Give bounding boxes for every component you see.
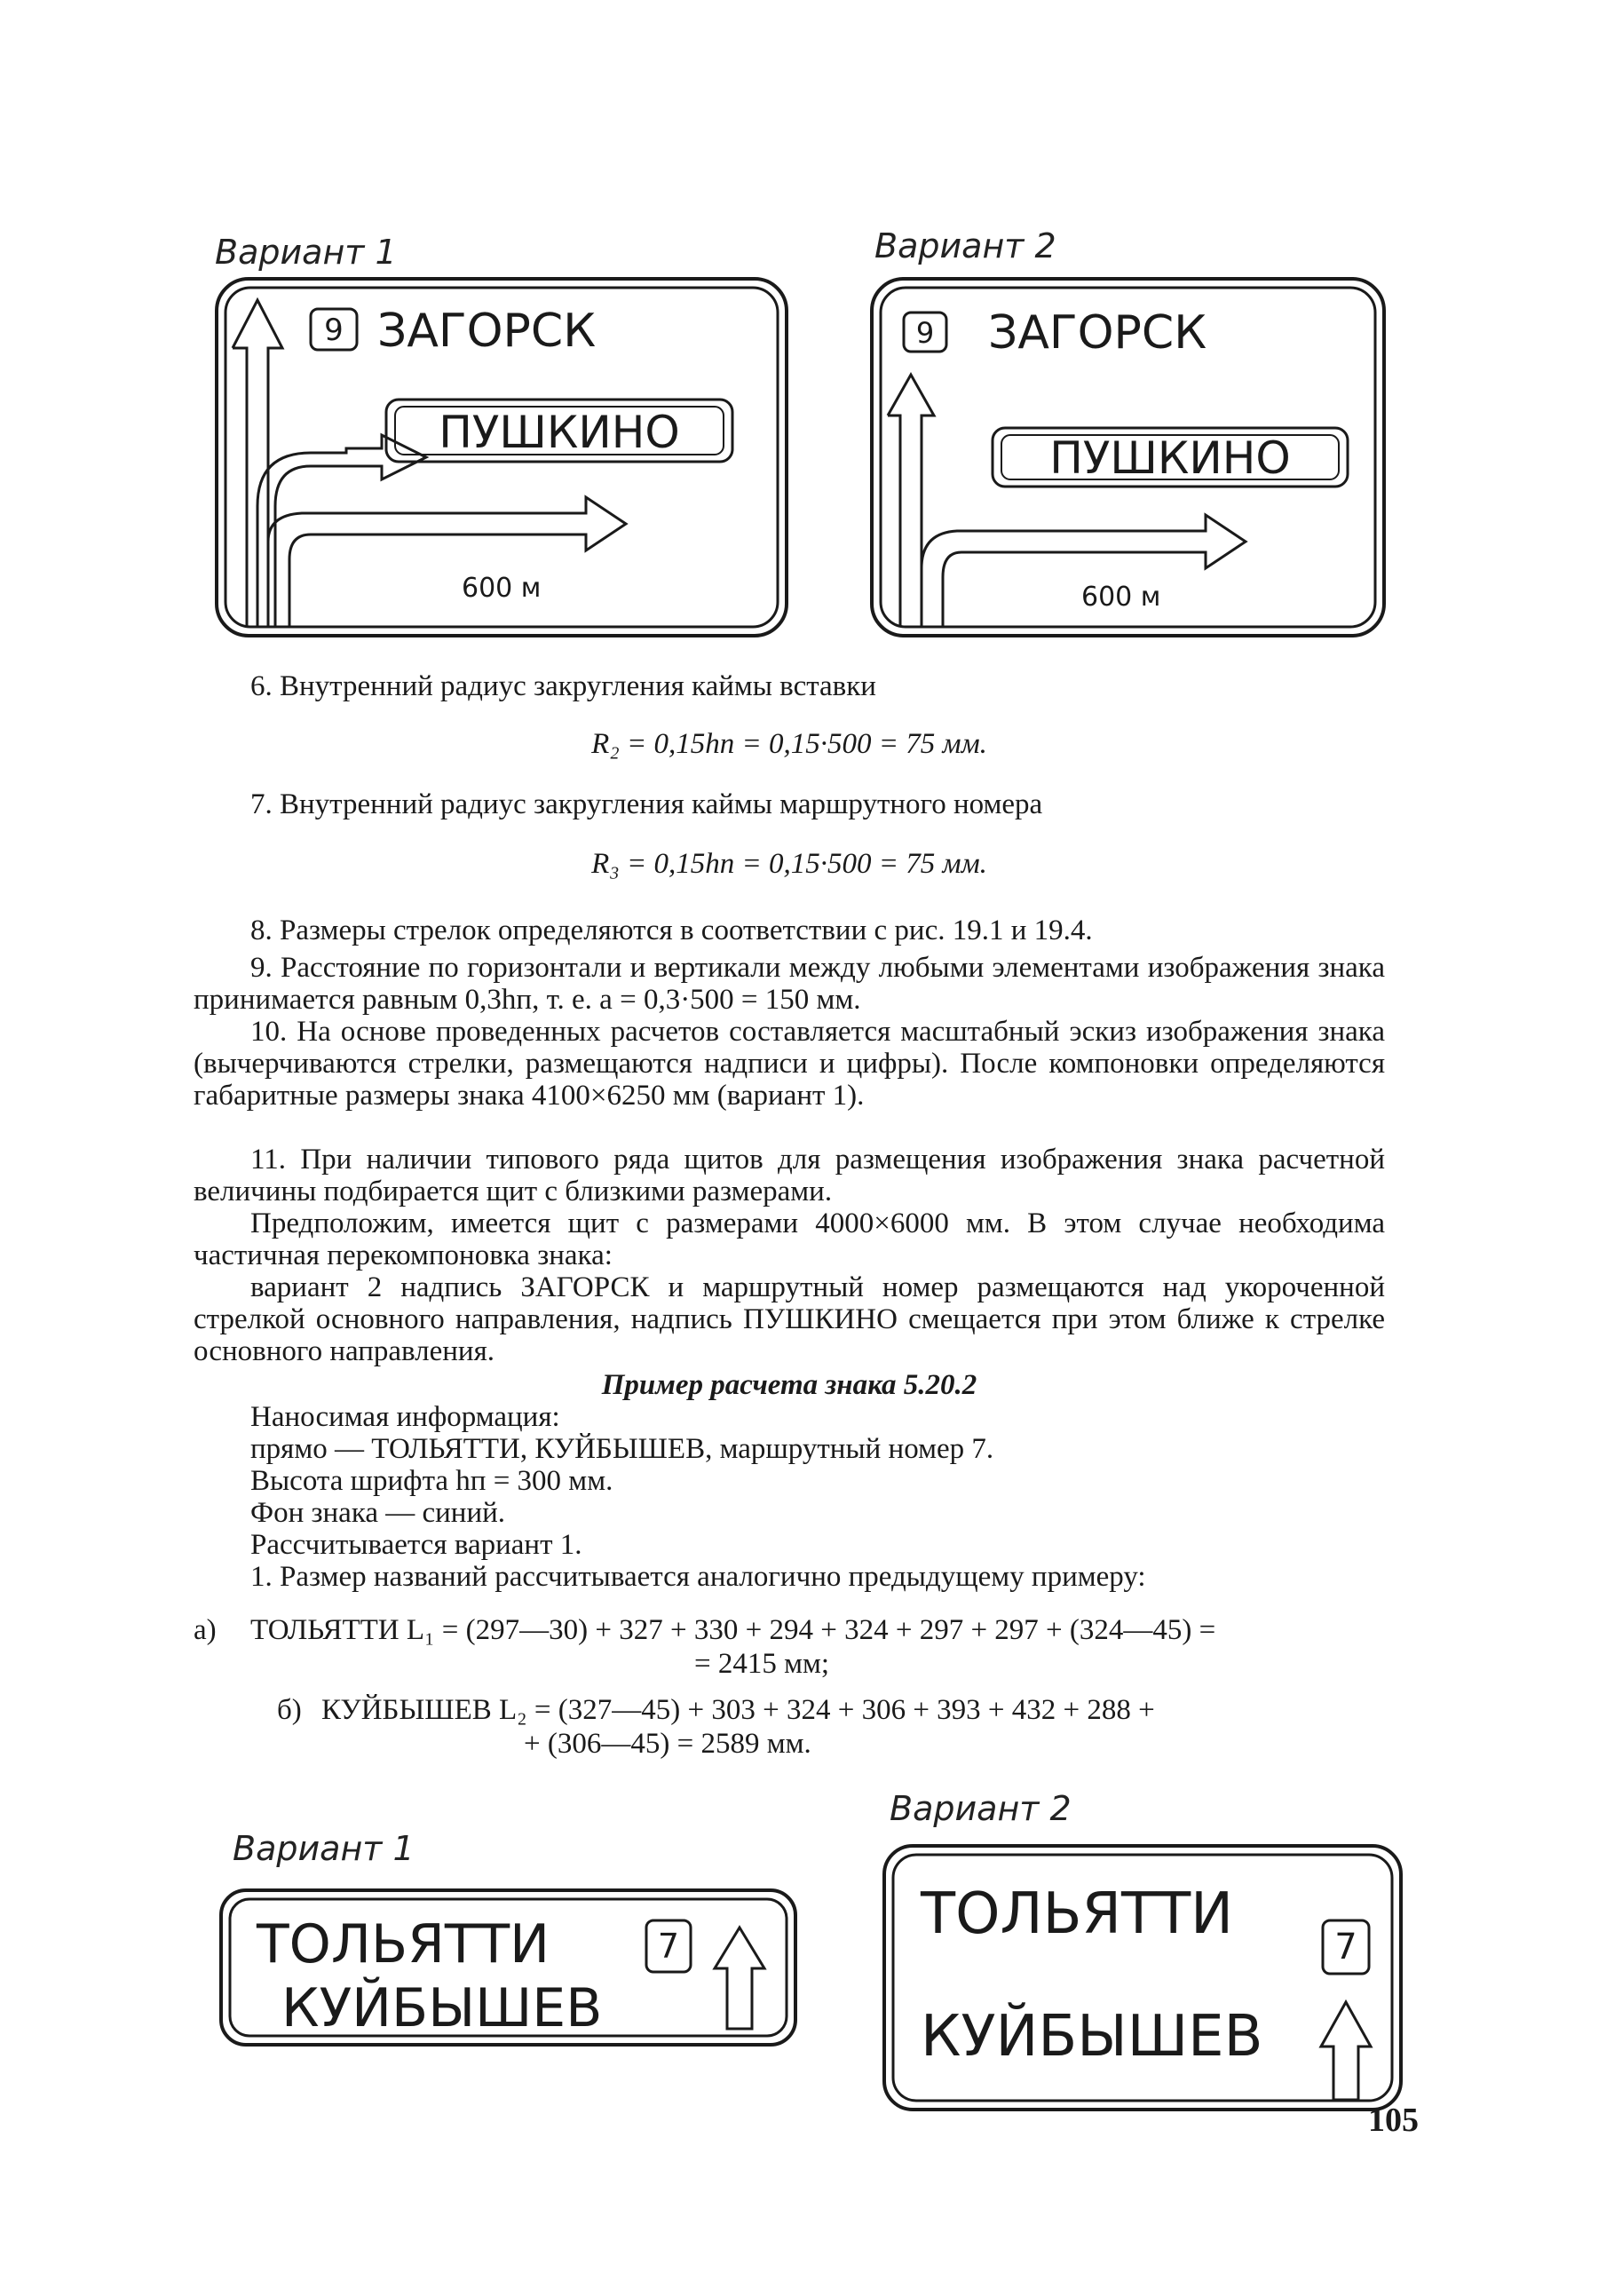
distance-label: 600 м: [1081, 582, 1161, 613]
paragraph-11: 11. При наличии типового ряда щитов для размещения изображения знака расчетной величины подбирается щит с близкими размерами.: [194, 1144, 1385, 1207]
route-number: 7: [657, 1927, 680, 1966]
city-top: ЗАГОРСК: [377, 305, 597, 358]
formula-l2-line1: КУЙБЫШЕВ L₂ = (327—45) + 303 + 324 + 306 + 393 + 432 + 288 +: [321, 1694, 1155, 1726]
figure2-variant2-caption: Вариант 2: [890, 1789, 1072, 1828]
formula-l1-line2: = 2415 мм;: [694, 1648, 830, 1680]
city-top: ЗАГОРСК: [988, 306, 1207, 360]
city-line-1: ТОЛЬЯТТИ: [257, 1913, 550, 1975]
formula-r2: R₂ = 0,15hп = 0,15·500 = 75 мм.: [591, 728, 987, 760]
formula-r3: R₃ = 0,15hп = 0,15·500 = 75 мм.: [591, 848, 987, 880]
city-line-2: КУЙБЫШЕВ: [921, 2004, 1263, 2070]
paragraph-10: 10. На основе проведенных расчетов составляется масштабный эскиз изображения знака (вычерчиваются стрелки, размещаются надписи и цифры). После компоновки определяются габаритные размеры знака 4100×6250 мм (вариант 1).: [194, 1016, 1385, 1112]
route-number: 7: [1334, 1927, 1357, 1967]
paragraph-7: 7. Внутренний радиус закругления каймы маршрутного номера: [250, 788, 1043, 820]
paragraph-12: Предположим, имеется щит с размерами 4000×6000 мм. В этом случае необходима частичная перекомпоновка знака:: [194, 1207, 1385, 1271]
sign-tolyatti-variant1: [218, 1887, 799, 2048]
formula-l2-line2: + (306—45) = 2589 мм.: [524, 1728, 811, 1760]
info-line-2: прямо — ТОЛЬЯТТИ, КУЙБЫШЕВ, маршрутный номер 7.: [250, 1433, 994, 1465]
paragraph-9: 9. Расстояние по горизонтали и вертикали между любыми элементами изображения знака принимается равным 0,3hп, т. е. a = 0,3·500 = 150 мм.: [194, 952, 1385, 1016]
paragraph-8: 8. Размеры стрелок определяются в соответствии с рис. 19.1 и 19.4.: [250, 914, 1093, 946]
arrow-up-icon: [1321, 2002, 1371, 2100]
city-inset: ПУШКИНО: [439, 407, 680, 458]
figure2-variant1-caption: Вариант 1: [233, 1829, 415, 1868]
paragraph-13: вариант 2 надпись ЗАГОРСК и маршрутный номер размещаются над укороченной стрелкой основного направления, надпись ПУШКИНО смещается при этом ближе к стрелке основного направления.: [194, 1271, 1385, 1367]
figure1-variant2-caption: Вариант 2: [874, 226, 1056, 265]
paragraph-6: 6. Внутренний радиус закругления каймы вставки: [250, 670, 876, 702]
sign-zagorsk-variant1: [213, 275, 790, 639]
info-line-5: Рассчитывается вариант 1.: [250, 1529, 582, 1561]
info-line-3: Высота шрифта hп = 300 мм.: [250, 1465, 613, 1497]
route-number: 9: [324, 313, 344, 348]
arrow-up-icon: [715, 1928, 764, 2029]
city-line-1: ТОЛЬЯТТИ: [921, 1881, 1234, 1947]
city-line-2: КУЙБЫШЕВ: [281, 1977, 603, 2039]
info-line-6: 1. Размер названий рассчитывается аналогично предыдущему примеру:: [250, 1561, 1146, 1593]
sign-tolyatti-variant2: [881, 1842, 1404, 2113]
route-number: 9: [915, 316, 935, 350]
figure1-variant1-caption: Вариант 1: [215, 233, 397, 272]
info-line-1: Наносимая информация:: [250, 1401, 560, 1433]
distance-label: 600 м: [462, 573, 542, 604]
page-number: 105: [1368, 2102, 1419, 2139]
arrow-up-icon: [888, 375, 934, 626]
example-heading: Пример расчета знака 5.20.2: [601, 1369, 977, 1401]
arrow-up-and-right-icon: [257, 435, 426, 626]
formula-l1-line1: ТОЛЬЯТТИ L₁ = (297—30) + 327 + 330 + 294 + 324 + 297 + 297 + (324—45) =: [250, 1614, 1216, 1646]
formula-a-label: а): [194, 1614, 217, 1646]
info-line-4: Фон знака — синий.: [250, 1497, 506, 1529]
city-inset: ПУШКИНО: [1049, 432, 1291, 484]
sign-zagorsk-variant2: [868, 275, 1388, 639]
formula-b-label: б): [277, 1694, 302, 1726]
